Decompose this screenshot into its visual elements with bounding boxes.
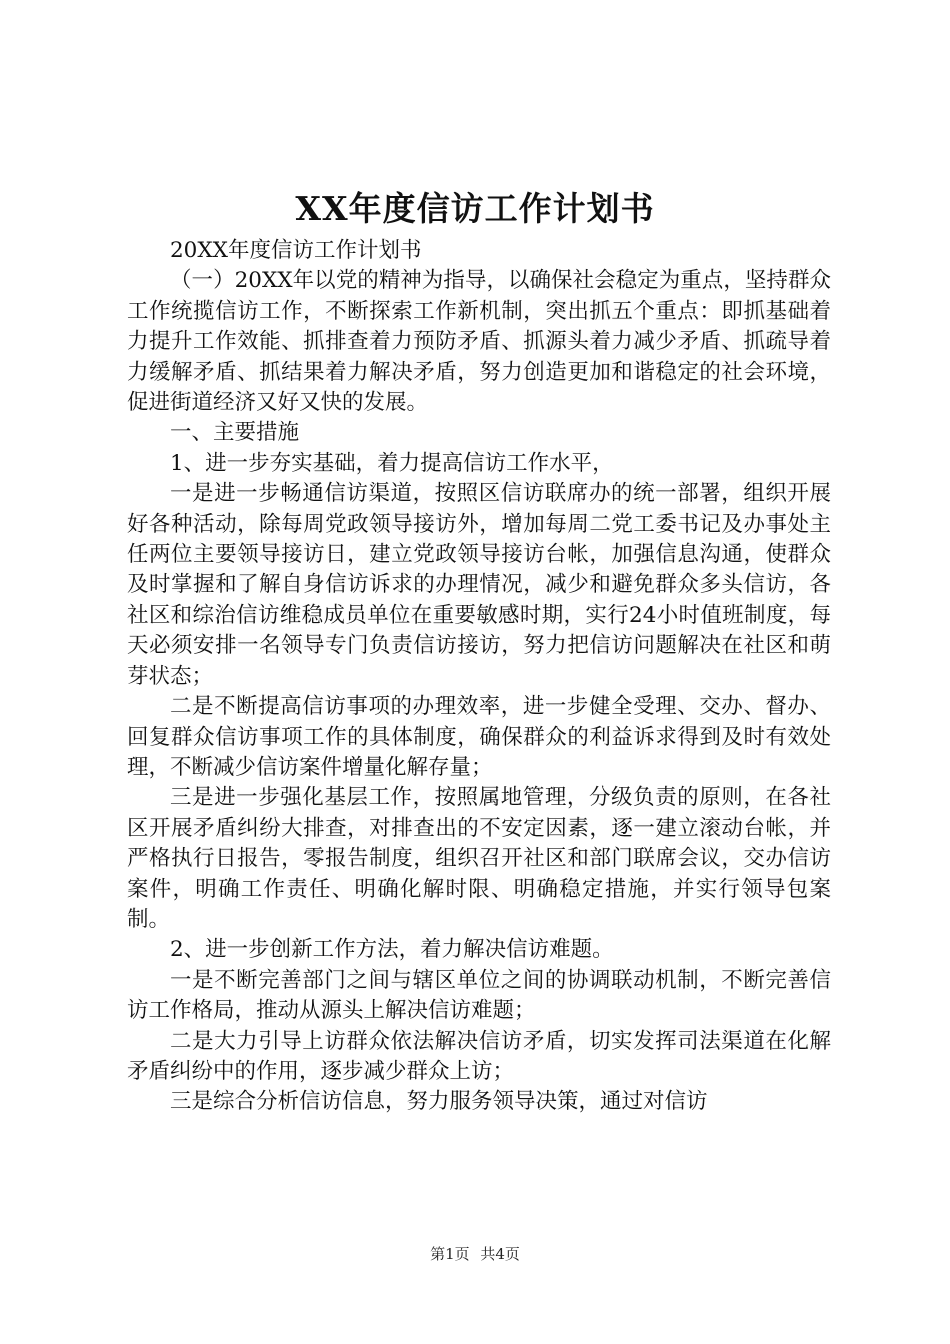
paragraph-intro: （一）20XX年以党的精神为指导，以确保社会稳定为重点，坚持群众工作统揽信访工作，不断探索工作新机制，突出抓五个重点：即抓基础着力提升工作效能、抓排查着力预防矛盾、抓源头着力减少矛盾、抓疏导着力缓解矛盾、抓结果着力解决矛盾，努力创造更加和谐稳定的社会环境，促进街道经济又好又快的发展。: [127, 268, 831, 416]
paragraph-item-1-1: 一是进一步畅通信访渠道，按照区信访联席办的统一部署，组织开展好各种活动，除每周党政领导接访外，增加每周二党工委书记及办事处主任两位主要领导接访日，建立党政领导接访台帐，加强信息沟通，使群众及时掌握和了解自身信访诉求的办理情况，减少和避免群众多头信访，各社区和综治信访维稳成员单位在重要敏感时期，实行24小时值班制度，每天必须安排一名领导专门负责信访接访，努力把信访问题解决在社区和萌芽状态；: [127, 481, 831, 689]
paragraph-item-2-1: 一是不断完善部门之间与辖区单位之间的协调联动机制，不断完善信访工作格局，推动从源头上解决信访难题；: [127, 967, 831, 1024]
page-number: 第1页: [430, 1245, 470, 1263]
page-footer: [0, 1244, 950, 1264]
section-heading-main-measures: 一、主要措施: [170, 420, 300, 446]
paragraph-item-1-3: 三是进一步强化基层工作，按照属地管理，分级负责的原则，在各社区开展矛盾纠纷大排查，对排查出的不安定因素，逐一建立滚动台帐，并严格执行日报告，零报告制度，组织召开社区和部门联席会议，交办信访案件，明确工作责任、明确化解时限、明确稳定措施，并实行领导包案制。: [127, 785, 831, 932]
subsection-heading-2: 2、进一步创新工作方法，着力解决信访难题。: [170, 937, 614, 963]
document-title: XX年度信访工作计划书: [295, 189, 655, 228]
paragraph-item-2-3: 三是综合分析信访信息，努力服务领导决策，通过对信访: [170, 1089, 708, 1115]
subsection-heading-1: 1、进一步夯实基础，着力提高信访工作水平，: [170, 450, 614, 476]
paragraph-item-2-2: 二是大力引导上访群众依法解决信访矛盾，切实发挥司法渠道在化解矛盾纠纷中的作用，逐步减少群众上访；: [127, 1028, 831, 1084]
paragraph-subtitle: 20XX年度信访工作计划书: [170, 238, 422, 263]
document-body: [127, 236, 831, 1118]
paragraph-item-1-2: 二是不断提高信访事项的办理效率，进一步健全受理、交办、督办、回复群众信访事项工作的具体制度，确保群众的利益诉求得到及时有效处理，不断减少信访案件增量化解存量；: [127, 694, 831, 780]
page-total: 共4页: [480, 1245, 520, 1263]
